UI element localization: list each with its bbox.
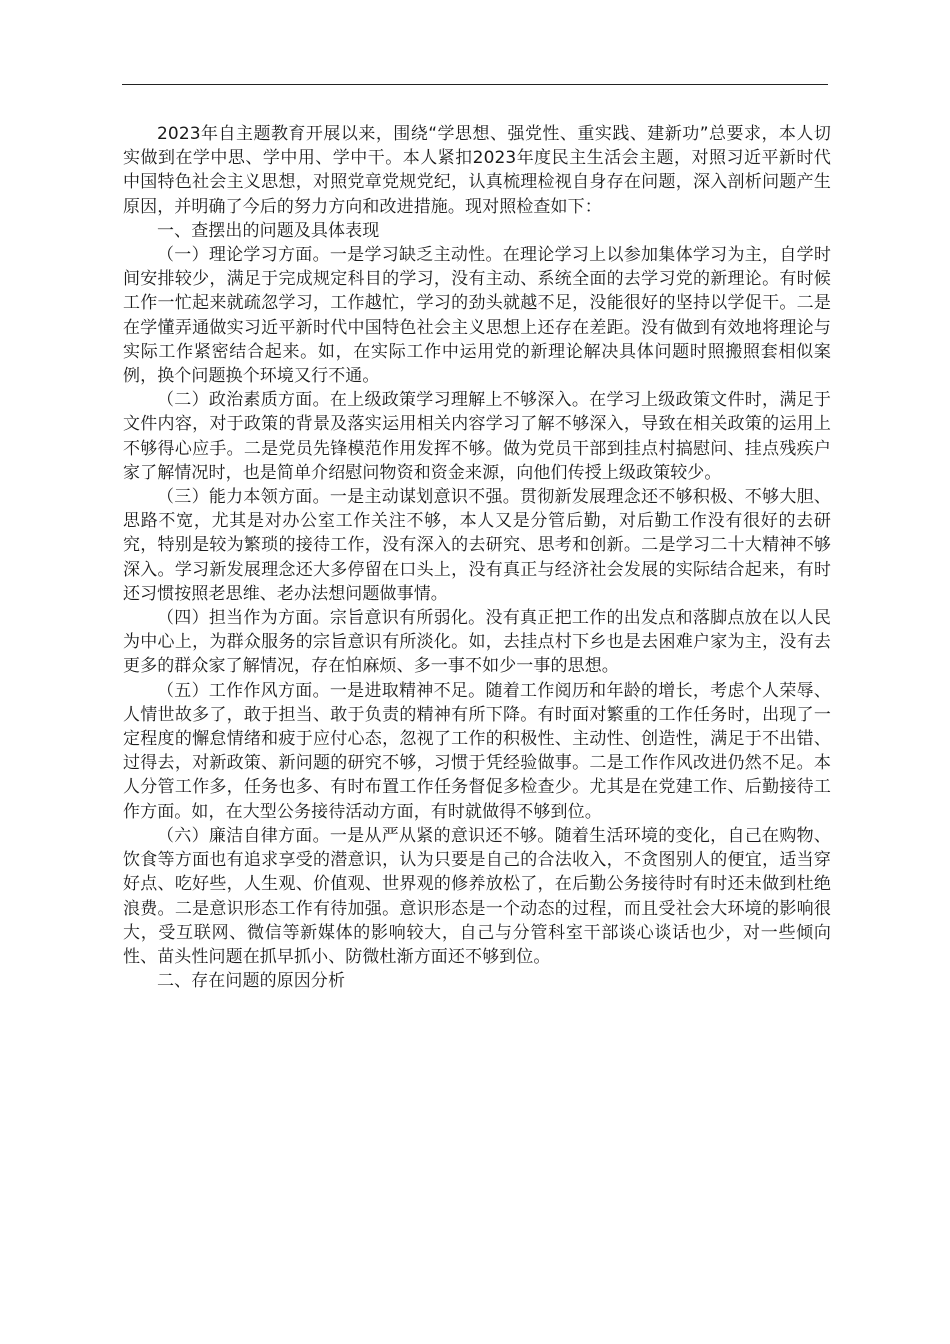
- paragraph-work-style: （五）工作作风方面。一是进取精神不足。随着工作阅历和年龄的增长，考虑个人荣辱、人情世故多了，敢于担当、敢于负责的精神有所下降。有时面对繁重的工作任务时，出现了一定程度的懈怠情绪和疲于应付心态，忽视了工作的积极性、主动性、创造性，满足于不出错、过得去，对新政策、新问题的研究不够，习惯于凭经验做事。二是工作作风改进仍然不足。本人分管工作多，任务也多、有时布置工作任务督促多检查少。尤其是在党建工作、后勤接待工作方面。如，在大型公务接待活动方面，有时就做得不够到位。: [123, 680, 831, 822]
- section-heading-1: 一、查摆出的问题及具体表现: [157, 220, 380, 241]
- paragraph-theory-study: （一）理论学习方面。一是学习缺乏主动性。在理论学习上以参加集体学习为主，自学时间安排较少，满足于完成规定科目的学习，没有主动、系统全面的去学习党的新理论。有时候工作一忙起来就疏忽学习，工作越忙，学习的劲头就越不足，没能很好的坚持以学促干。二是在学懂弄通做实习近平新时代中国特色社会主义思想上还存在差距。没有做到有效地将理论与实际工作紧密结合起来。如，在实际工作中运用党的新理论解决具体问题时照搬照套相似案例，换个问题换个环境又行不通。: [123, 245, 831, 387]
- intro-paragraph: 2023年自主题教育开展以来，围绕“学思想、强党性、重实践、建新功”总要求，本人切实做到在学中思、学中用、学中干。本人紧扣2023年度民主生活会主题，对照习近平新时代中国特色社会主义思想，对照党章党规党纪，认真梳理检视自身存在问题，深入剖析问题产生原因，并明确了今后的努力方向和改进措施。现对照检查如下：: [123, 124, 831, 217]
- paragraph-responsibility: （四）担当作为方面。宗旨意识有所弱化。没有真正把工作的出发点和落脚点放在以人民为中心上，为群众服务的宗旨意识有所淡化。如，去挂点村下乡也是去困难户家为主，没有去更多的群众家了解情况，存在怕麻烦、多一事不如少一事的思想。: [123, 608, 831, 677]
- paragraph-ability: （三）能力本领方面。一是主动谋划意识不强。贯彻新发展理念还不够积极、不够大胆、思路不宽，尤其是对办公室工作关注不够，本人又是分管后勤，对后勤工作没有很好的去研究，特别是较为繁琐的接待工作，没有深入的去研究、思考和创新。二是学习二十大精神不够深入。学习新发展理念还大多停留在口头上，没有真正与经济社会发展的实际结合起来，有时还习惯按照老思维、老办法想问题做事情。: [123, 487, 831, 604]
- paragraph-integrity: （六）廉洁自律方面。一是从严从紧的意识还不够。随着生活环境的变化，自己在购物、饮食等方面也有追求享受的潜意识，认为只要是自己的合法收入，不贪图别人的便宜，适当穿好点、吃好些，人生观、价值观、世界观的修养放松了，在后勤公务接待时有时还未做到杜绝浪费。二是意识形态工作有待加强。意识形态是一个动态的过程，而且受社会大环境的影响很大，受互联网、微信等新媒体的影响较大，自己与分管科室干部谈心谈话也少，对一些倾向性、苗头性问题在抓早抓小、防微杜渐方面还不够到位。: [123, 825, 831, 967]
- paragraph-political-quality: （二）政治素质方面。在上级政策学习理解上不够深入。在学习上级政策文件时，满足于文件内容，对于政策的背景及落实运用相关内容学习了解不够深入，导致在相关政策的运用上不够得心应手。二是党员先锋模范作用发挥不够。做为党员干部到挂点村搞慰问、挂点残疾户家了解情况时，也是简单介绍慰问物资和资金来源，向他们传授上级政策较少。: [123, 390, 831, 483]
- document-body: [123, 122, 831, 993]
- header-rule: [122, 84, 828, 85]
- section-heading-2: 二、存在问题的原因分析: [157, 971, 346, 992]
